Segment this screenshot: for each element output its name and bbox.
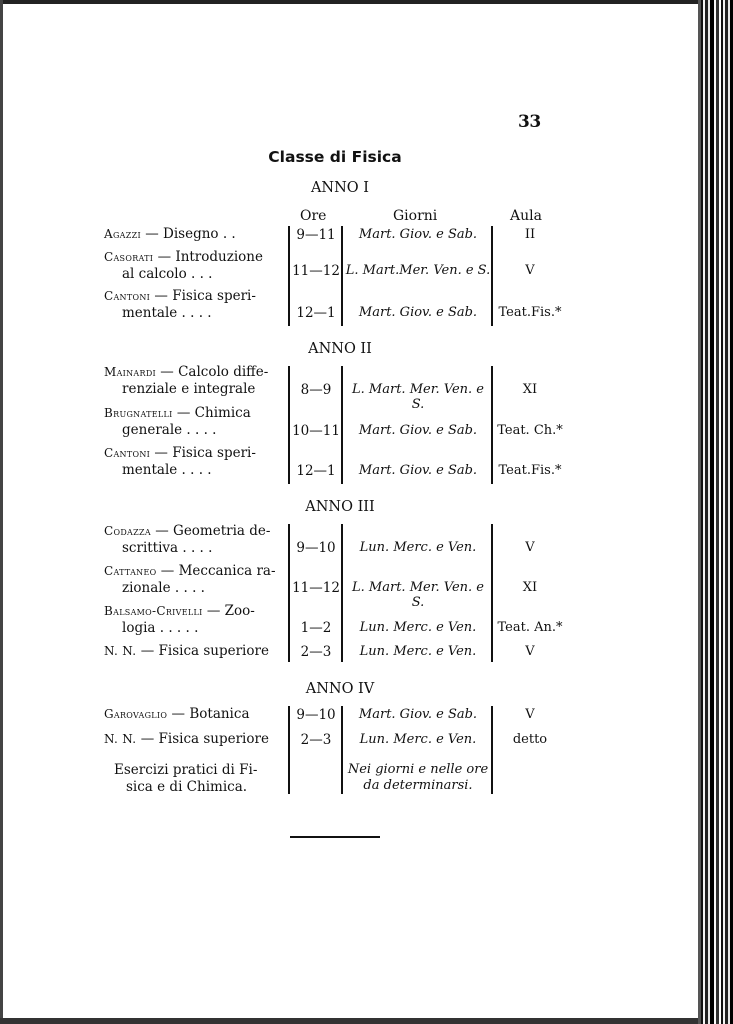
subject-continued: zionale . . . . — [122, 580, 205, 596]
year-title-3: ANNO III — [305, 499, 375, 515]
exercises-days-line1: Nei giorni e nelle ore — [347, 762, 489, 777]
table-row — [100, 731, 570, 757]
hours-cell: 11—12 — [292, 580, 340, 596]
subject: Introduzione — [175, 249, 263, 265]
subject: Fisica speri- — [172, 445, 256, 461]
subject: Fisica speri- — [172, 288, 256, 304]
year-title-2: ANNO II — [308, 341, 372, 357]
days-cell: Mart. Giov. e Sab. — [358, 305, 478, 320]
hours-cell: 9—11 — [296, 227, 336, 243]
room-cell: XI — [522, 580, 538, 595]
days-cell: Mart. Giov. e Sab. — [358, 227, 478, 242]
teacher-name: N. N. — [104, 644, 137, 658]
section-title: Classe di Fisica — [268, 148, 402, 166]
days-cell: Lun. Merc. e Ven. — [359, 620, 477, 635]
course-cell — [104, 563, 284, 597]
subject: Fisica superiore — [158, 731, 269, 747]
teacher-name: Codazza — [104, 524, 151, 538]
subject-continued: generale . . . . — [122, 422, 217, 438]
course-cell — [104, 405, 284, 439]
table-row — [100, 643, 570, 669]
book-binding — [701, 0, 733, 1024]
course-cell — [104, 288, 284, 322]
dash: — — [171, 706, 186, 722]
teacher-name: Cantoni — [104, 446, 151, 460]
room-cell: V — [525, 540, 535, 555]
hours-cell: 2—3 — [300, 732, 332, 748]
dash: — — [154, 288, 168, 304]
exercises-text-continued: sica e di Chimica. — [126, 779, 248, 795]
room-cell: Teat.Fis.* — [498, 463, 562, 478]
course-cell — [104, 643, 284, 660]
subject: Calcolo diffe- — [178, 364, 269, 380]
subject: Botanica — [189, 706, 250, 722]
room-cell: Teat. An.* — [497, 620, 563, 635]
days-cell: Mart. Giov. e Sab. — [358, 707, 478, 722]
dash: — — [140, 731, 155, 747]
teacher-name: Agazzi — [104, 227, 141, 241]
days-cell: Mart. Giov. e Sab. — [358, 423, 478, 438]
teacher-name: Brugnatelli — [104, 406, 173, 420]
days-cell: L. Mart. Mer. Ven. e S. — [352, 382, 484, 412]
dash: — — [160, 364, 174, 380]
subject-continued: mentale . . . . — [122, 305, 212, 321]
room-cell: XI — [522, 382, 538, 397]
year-title-4: ANNO IV — [305, 681, 375, 697]
exercises-days-line2: da determinarsi. — [363, 778, 473, 793]
days-cell: Lun. Merc. e Ven. — [359, 540, 477, 555]
room-cell: detto — [512, 732, 548, 747]
hours-cell: 10—11 — [292, 423, 340, 439]
column-heading-hours: Ore — [300, 208, 327, 224]
table-row — [100, 288, 570, 340]
hours-cell: 2—3 — [300, 644, 332, 660]
subject: Fisica superiore — [158, 643, 269, 659]
room-cell: Teat. Ch.* — [497, 423, 563, 438]
days-cell: Mart. Giov. e Sab. — [358, 463, 478, 478]
hours-cell: 1—2 — [300, 620, 332, 636]
hours-cell: 8—9 — [300, 382, 332, 398]
room-cell: V — [525, 263, 535, 278]
subject-continued: scrittiva . . . . — [122, 540, 213, 556]
subject-continued: renziale e integrale — [122, 381, 256, 397]
course-cell — [104, 706, 284, 723]
room-cell: II — [524, 227, 536, 242]
column-heading-room: Aula — [510, 208, 542, 224]
subject-continued: mentale . . . . — [122, 462, 212, 478]
page-number: 33 — [518, 112, 541, 132]
days-cell: L. Mart.Mer. Ven. e S. — [345, 263, 491, 278]
course-cell — [104, 445, 284, 479]
teacher-name: Cattaneo — [104, 564, 157, 578]
teacher-name: Balsamo-Crivelli — [104, 604, 203, 618]
page-edge-top — [0, 0, 720, 4]
exercises-cell — [114, 762, 286, 796]
room-cell: V — [525, 707, 535, 722]
closing-rule — [290, 836, 380, 838]
days-cell: Lun. Merc. e Ven. — [359, 732, 477, 747]
dash: — — [154, 445, 168, 461]
dash: — — [176, 405, 191, 421]
hours-cell: 9—10 — [296, 707, 336, 723]
course-cell — [104, 731, 284, 748]
teacher-name: N. N. — [104, 732, 137, 746]
table-row — [100, 706, 570, 732]
table-row-exercises — [100, 762, 570, 806]
subject: Zoo- — [224, 603, 255, 619]
hours-cell: 12—1 — [296, 463, 336, 479]
teacher-name: Cantoni — [104, 289, 151, 303]
teacher-name: Garovaglio — [104, 707, 168, 721]
room-cell: V — [525, 644, 535, 659]
course-cell — [104, 364, 284, 398]
course-cell — [104, 603, 284, 637]
hours-cell: 12—1 — [296, 305, 336, 321]
subject: Disegno . . — [163, 226, 236, 242]
course-cell — [104, 249, 284, 283]
year-title-1: ANNO I — [310, 180, 370, 196]
column-heading-days: Giorni — [393, 208, 438, 224]
course-cell — [104, 523, 284, 557]
teacher-name: Mainardi — [104, 365, 156, 379]
hours-cell: 9—10 — [296, 540, 336, 556]
dash: — — [157, 249, 172, 265]
exercises-text: Esercizi pratici di Fi- — [114, 762, 258, 778]
teacher-name: Casorati — [104, 250, 154, 264]
days-cell: L. Mart. Mer. Ven. e S. — [352, 580, 484, 610]
page-edge-left — [0, 0, 3, 1024]
table-row — [100, 445, 570, 497]
subject: Geometria de- — [173, 523, 271, 539]
dash: — — [140, 643, 155, 659]
dash: — — [155, 523, 169, 539]
room-cell: Teat.Fis.* — [498, 305, 562, 320]
subject-continued: al calcolo . . . — [122, 266, 213, 282]
course-cell — [104, 226, 284, 243]
subject: Meccanica ra- — [178, 563, 276, 579]
subject: Chimica — [194, 405, 251, 421]
dash: — — [206, 603, 221, 619]
hours-cell: 11—12 — [292, 263, 340, 279]
page-edge-bottom — [0, 1018, 733, 1024]
subject-continued: logia . . . . . — [122, 620, 199, 636]
dash: — — [160, 563, 175, 579]
days-cell: Lun. Merc. e Ven. — [359, 644, 477, 659]
dash: — — [145, 226, 159, 242]
exercises-days-cell — [344, 762, 492, 794]
